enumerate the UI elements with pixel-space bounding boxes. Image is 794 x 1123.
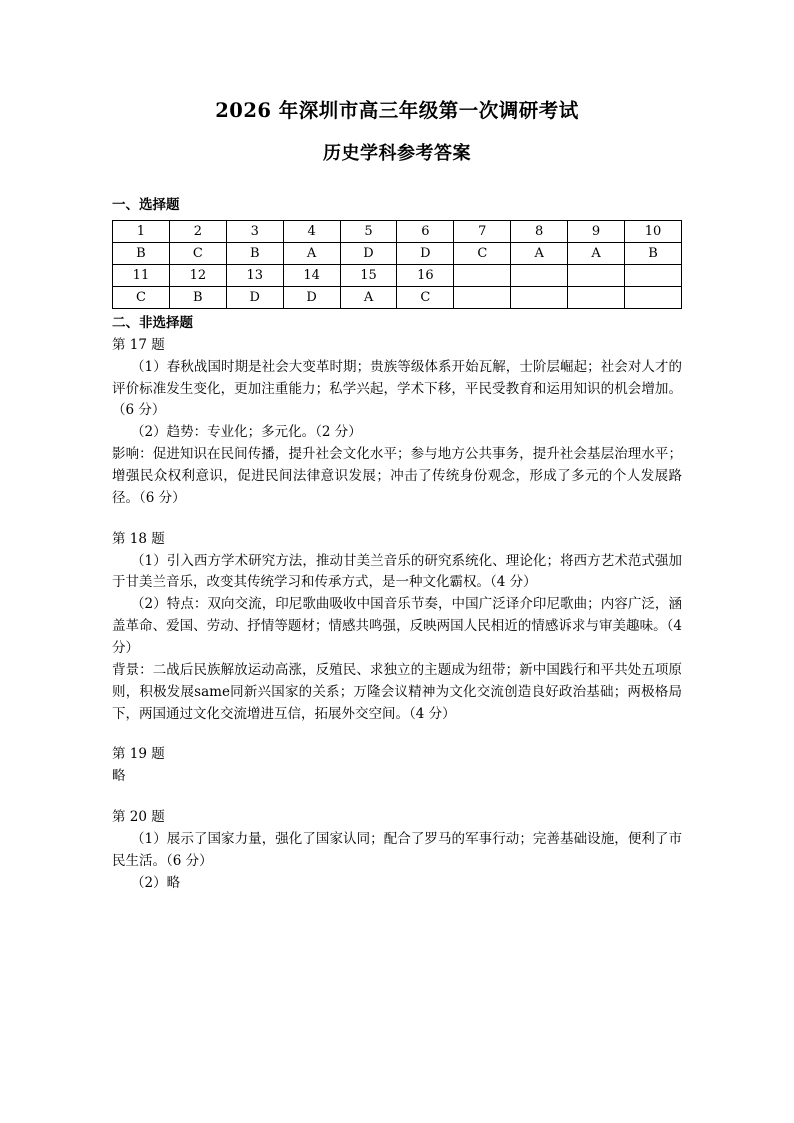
table-cell: 3 [226,221,283,243]
table-cell: C [397,287,454,309]
spacer [112,510,682,529]
table-cell: 7 [454,221,511,243]
table-cell: C [454,243,511,265]
spacer [112,788,682,807]
question-heading: 第 19 题 [112,746,165,763]
table-cell: D [283,287,340,309]
question-block-17 [112,335,682,510]
spacer [112,725,682,744]
table-cell: 12 [169,265,226,287]
table-cell: A [511,243,568,265]
question-heading: 第 20 题 [112,809,165,826]
table-cell [625,287,682,309]
table-cell: 8 [511,221,568,243]
question-block-19 [112,744,682,788]
table-cell [454,265,511,287]
question-paragraph: 背景：二战后民族解放运动高涨，反殖民、求独立的主题成为纽带；新中国践行和平共处五项原则，积极发展same同新兴国家的关系；万隆会议精神为文化交流创造良好政治基础；两极格局下，两国通过文化交流增进互信，拓展外交空间。（4 分） [112,661,682,722]
question-block-18 [112,529,682,726]
question-block-20 [112,807,682,894]
question-paragraph: （2）特点：双向交流，印尼歌曲吸收中国音乐节奏，中国广泛译介印尼歌曲；内容广泛，涵盖革命、爱国、劳动、抒情等题材；情感共鸣强，反映两国人民相近的情感诉求与审美趣味。（4 分） [112,596,682,656]
section-heading-choice: 一、选择题 [112,196,180,213]
table-cell: B [113,243,170,265]
question-paragraph: 略 [112,768,126,785]
answer-table [112,220,682,309]
table-cell: B [625,243,682,265]
table-cell: A [340,287,397,309]
table-cell: 5 [340,221,397,243]
question-paragraph: （1）展示了国家力量，强化了国家认同；配合了罗马的军事行动；完善基础设施，便利了市民生活。（6 分） [112,831,682,869]
table-cell: 10 [625,221,682,243]
page-subtitle: 历史学科参考答案 [323,143,471,165]
table-cell: 11 [113,265,170,287]
table-cell: D [340,243,397,265]
table-cell: C [113,287,170,309]
table-cell: D [226,287,283,309]
question-paragraph: （2）趋势：专业化；多元化。（2 分） [131,424,362,441]
table-row [113,243,682,265]
table-cell [568,265,625,287]
table-cell: A [283,243,340,265]
table-cell: 4 [283,221,340,243]
section-heading-essay: 二、非选择题 [112,315,193,332]
question-paragraph: （2）略 [131,874,181,891]
table-cell: D [397,243,454,265]
page-title: 2026 年深圳市高三年级第一次调研考试 [215,99,579,122]
table-cell: C [169,243,226,265]
table-cell: 16 [397,265,454,287]
table-cell: 6 [397,221,454,243]
question-paragraph: 影响：促进知识在民间传播，提升社会文化水平；参与地方公共事务，提升社会基层治理水平；增强民众权利意识，促进民间法律意识发展；冲击了传统身份观念，形成了多元的个人发展路径。（6 分） [112,446,682,506]
table-cell [454,287,511,309]
table-cell: B [226,243,283,265]
table-cell: 15 [340,265,397,287]
table-cell: 1 [113,221,170,243]
table-cell [568,287,625,309]
table-row [113,221,682,243]
question-heading: 第 18 题 [112,530,165,547]
table-row [113,265,682,287]
table-row [113,287,682,309]
table-cell: 13 [226,265,283,287]
table-cell [511,287,568,309]
table-cell: 2 [169,221,226,243]
question-paragraph: （1）引入西方学术研究方法，推动甘美兰音乐的研究系统化、理论化；将西方艺术范式强加于甘美兰音乐，改变其传统学习和传承方式，是一种文化霸权。（4 分） [112,552,682,591]
table-cell: A [568,243,625,265]
question-heading: 第 17 题 [112,336,165,353]
table-cell [625,265,682,287]
table-cell: B [169,287,226,309]
table-cell [511,265,568,287]
question-paragraph: （1）春秋战国时期是社会大变革时期；贵族等级体系开始瓦解，士阶层崛起；社会对人才的评价标准发生变化，更加注重能力；私学兴起，学术下移，平民受教育和运用知识的机会增加。（6 分） [112,358,682,419]
table-cell: 14 [283,265,340,287]
table-cell: 9 [568,221,625,243]
